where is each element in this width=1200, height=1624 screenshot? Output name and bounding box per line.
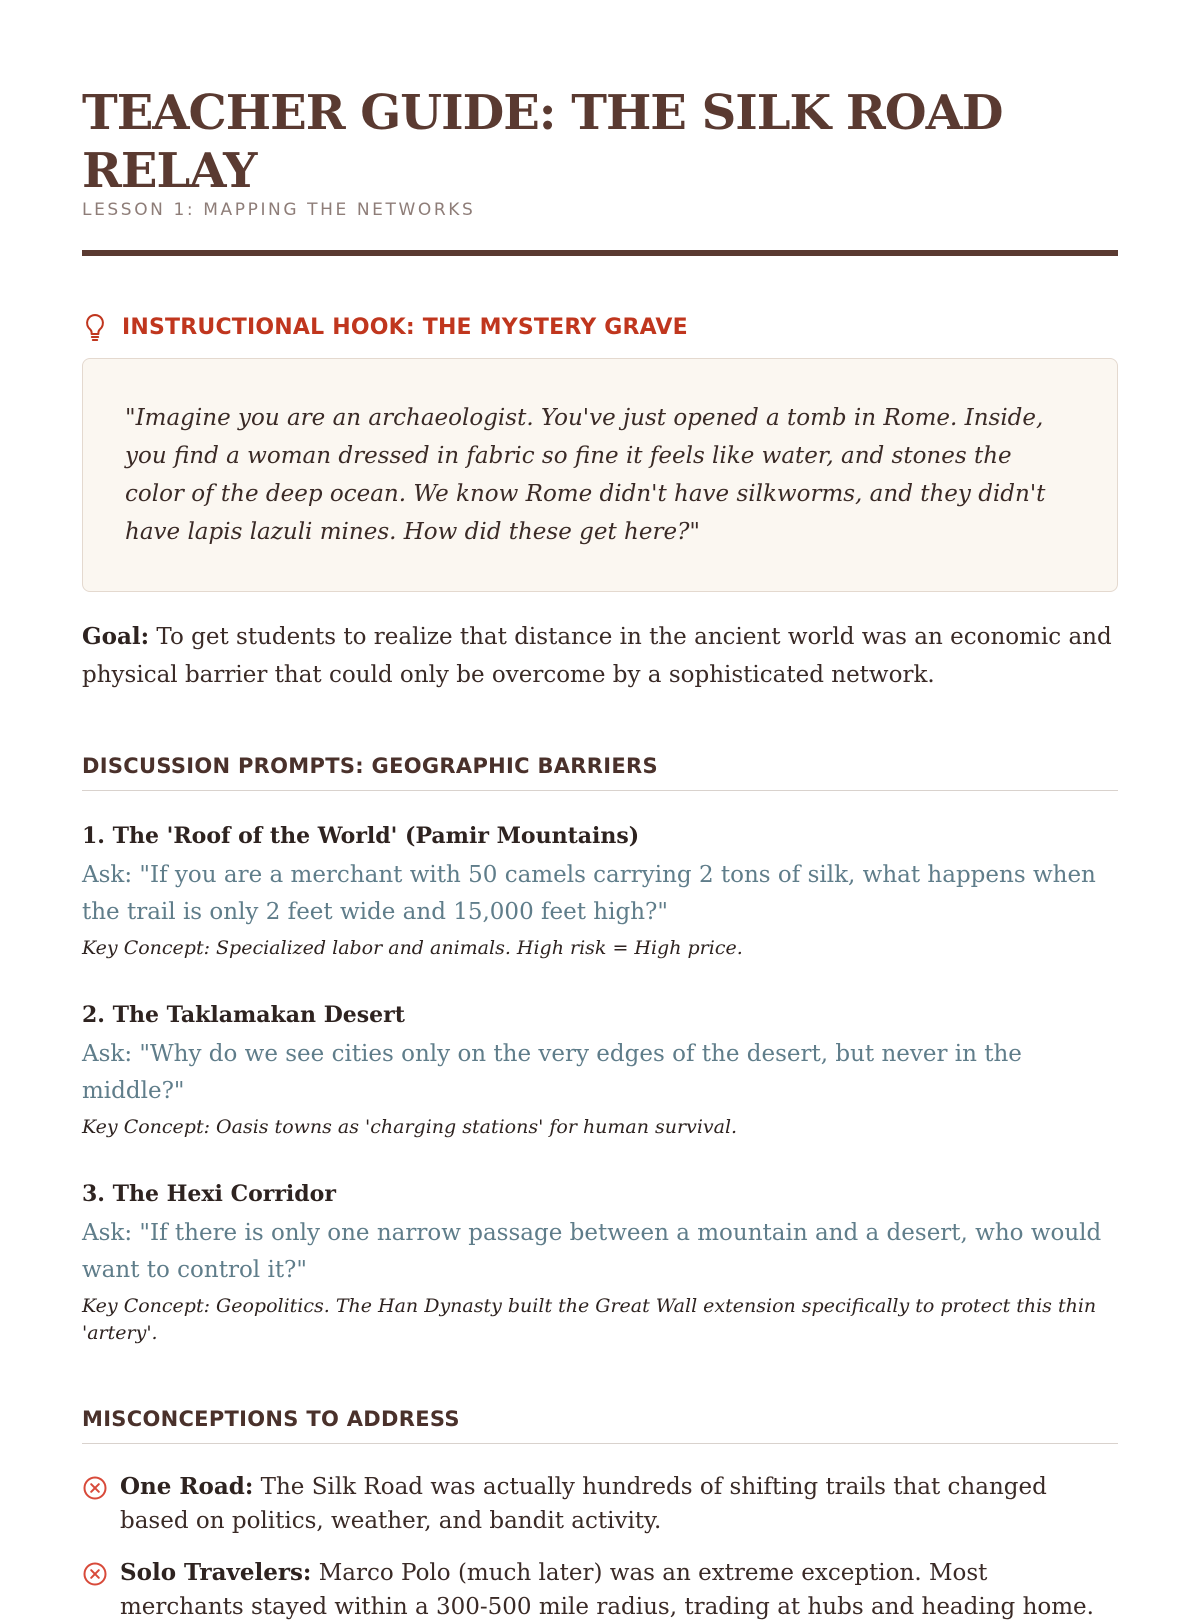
prompt-key-concept: Key Concept: Oasis towns as 'charging stations' for human survival. bbox=[82, 1116, 738, 1138]
misconception-text bbox=[120, 1470, 1118, 1538]
hook-heading-text: INSTRUCTIONAL HOOK: THE MYSTERY GRAVE bbox=[122, 314, 688, 340]
discussion-prompt bbox=[82, 1177, 1118, 1347]
x-circle-icon bbox=[82, 1475, 108, 1501]
misconceptions-heading: MISCONCEPTIONS TO ADDRESS bbox=[82, 1407, 1118, 1444]
x-circle-icon bbox=[82, 1561, 108, 1587]
title-divider bbox=[82, 250, 1118, 256]
hook-quote-box bbox=[82, 358, 1118, 592]
misconception-body: Marco Polo (much later) was an extreme exception. Most merchants stayed within a 300-500 mile radius, trading at hubs and heading home. bbox=[120, 1560, 1094, 1620]
goal-paragraph bbox=[82, 618, 1118, 694]
misconception-item bbox=[82, 1470, 1118, 1538]
misconception-label: One Road: bbox=[120, 1473, 254, 1500]
prompt-key-concept: Key Concept: Specialized labor and animals. High risk = High price. bbox=[82, 937, 743, 959]
misconception-item bbox=[82, 1556, 1118, 1624]
goal-text: To get students to realize that distance in the ancient world was an economic and physical barrier that could only be overcome by a sophisticated network. bbox=[82, 624, 1112, 688]
discussion-heading: DISCUSSION PROMPTS: GEOGRAPHIC BARRIERS bbox=[82, 754, 1118, 791]
hook-quote: "Imagine you are an archaeologist. You've just opened a tomb in Rome. Inside, you find a woman dressed in fabric so fine it feels like water, and stones the color of the deep ocean. We know Rome didn't have silkworms, and they didn't have lapis lazuli mines. How did these get here?" bbox=[125, 405, 1046, 545]
goal-label: Goal: bbox=[82, 623, 150, 650]
prompt-ask: Ask: "If there is only one narrow passage between a mountain and a desert, who would want to control it?" bbox=[82, 1220, 1102, 1283]
prompt-title: 2. The Taklamakan Desert bbox=[82, 1002, 405, 1028]
misconception-text bbox=[120, 1556, 1118, 1624]
prompt-key-concept: Key Concept: Geopolitics. The Han Dynasty built the Great Wall extension specifically to protect this thin 'artery'. bbox=[82, 1295, 1097, 1344]
prompt-ask: Ask: "Why do we see cities only on the very edges of the desert, but never in the middle?" bbox=[82, 1041, 1022, 1104]
hook-heading bbox=[82, 312, 1118, 342]
prompt-ask: Ask: "If you are a merchant with 50 camels carrying 2 tons of silk, what happens when the trail is only 2 feet wide and 15,000 feet high?" bbox=[82, 862, 1096, 925]
misconception-label: Solo Travelers: bbox=[120, 1559, 312, 1586]
lightbulb-icon bbox=[82, 312, 108, 342]
discussion-prompt bbox=[82, 819, 1118, 962]
prompt-title: 1. The 'Roof of the World' (Pamir Mountains) bbox=[82, 823, 640, 849]
page-subtitle: LESSON 1: MAPPING THE NETWORKS bbox=[82, 200, 476, 220]
misconceptions-list bbox=[82, 1470, 1118, 1624]
page-title: TEACHER GUIDE: THE SILK ROAD RELAY bbox=[82, 85, 1003, 199]
misconception-body: The Silk Road was actually hundreds of shifting trails that changed based on politics, weather, and bandit activity. bbox=[120, 1474, 1047, 1534]
discussion-prompt bbox=[82, 998, 1118, 1141]
prompt-title: 3. The Hexi Corridor bbox=[82, 1181, 336, 1207]
